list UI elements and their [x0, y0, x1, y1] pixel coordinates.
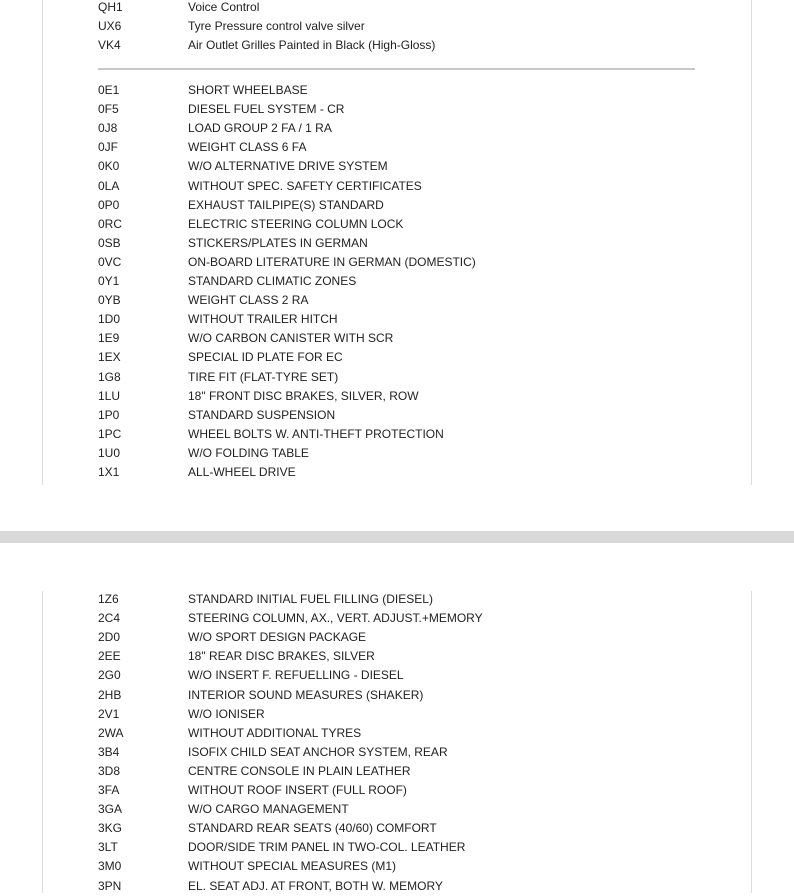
option-description: STICKERS/PLATES IN GERMAN — [188, 235, 368, 250]
option-code: 2D0 — [98, 630, 121, 645]
page-left-border — [42, 591, 43, 893]
option-description: W/O ALTERNATIVE DRIVE SYSTEM — [188, 159, 388, 174]
option-code: 1U0 — [98, 445, 121, 460]
page-gap — [0, 531, 794, 543]
option-description: DIESEL FUEL SYSTEM - CR — [188, 102, 345, 117]
option-code: 3PN — [98, 878, 122, 893]
option-code: 2C4 — [98, 611, 121, 626]
option-code: 1E9 — [98, 331, 120, 346]
option-description: EL. SEAT ADJ. AT FRONT, BOTH W. MEMORY — [188, 878, 443, 893]
option-description: W/O SPORT DESIGN PACKAGE — [188, 630, 367, 645]
option-description: STANDARD REAR SEATS (40/60) COMFORT — [188, 821, 437, 836]
option-description: SPECIAL ID PLATE FOR EC — [188, 350, 343, 365]
option-code: 0E1 — [98, 83, 120, 97]
option-code: 3FA — [98, 783, 120, 797]
option-description: WITHOUT TRAILER HITCH — [188, 312, 338, 327]
page-right-border — [751, 591, 752, 893]
option-code: 3D8 — [98, 763, 121, 778]
option-description: Voice Control — [188, 0, 260, 14]
option-description: W/O FOLDING TABLE — [188, 445, 309, 460]
option-code: 2WA — [98, 725, 124, 740]
option-description: W/O IONISER — [188, 706, 265, 721]
option-description: ISOFIX CHILD SEAT ANCHOR SYSTEM, REAR — [188, 744, 448, 759]
option-description: W/O CARBON CANISTER WITH SCR — [188, 331, 394, 346]
option-code: 2G0 — [98, 668, 121, 683]
page-right-border — [751, 0, 752, 485]
option-description: WEIGHT CLASS 2 RA — [188, 293, 309, 308]
option-code: 1Z6 — [98, 592, 119, 606]
option-description: STANDARD SUSPENSION — [188, 407, 336, 422]
option-code: 1EX — [98, 350, 121, 365]
option-description: STANDARD INITIAL FUEL FILLING (DIESEL) — [188, 592, 433, 606]
option-code: 2HB — [98, 687, 122, 702]
option-description: TIRE FIT (FLAT-TYRE SET) — [188, 369, 339, 384]
option-description: SHORT WHEELBASE — [188, 83, 308, 97]
option-code: 3KG — [98, 821, 123, 836]
option-code: 0VC — [98, 254, 122, 269]
option-code: 1G8 — [98, 369, 121, 384]
option-description: W/O INSERT F. REFUELLING - DIESEL — [188, 668, 404, 683]
option-description: 18" FRONT DISC BRAKES, SILVER, ROW — [188, 388, 419, 403]
option-code: 2EE — [98, 649, 121, 664]
option-description: Tyre Pressure control valve silver — [188, 19, 365, 34]
option-code: 0YB — [98, 293, 121, 308]
option-description: STEERING COLUMN, AX., VERT. ADJUST.+MEMORY — [188, 611, 483, 626]
option-code: UX6 — [98, 19, 122, 34]
option-description: INTERIOR SOUND MEASURES (SHAKER) — [188, 687, 424, 702]
option-description: STANDARD CLIMATIC ZONES — [188, 274, 357, 288]
option-code: 0K0 — [98, 159, 120, 174]
option-code: 0JF — [98, 140, 119, 155]
document-page-2 — [0, 543, 794, 893]
option-code: 1PC — [98, 426, 122, 441]
option-code: 2V1 — [98, 706, 120, 721]
option-description: WEIGHT CLASS 6 FA — [188, 140, 307, 155]
option-description: EXHAUST TAILPIPE(S) STANDARD — [188, 197, 384, 212]
option-code: 0RC — [98, 216, 123, 231]
option-description: ALL-WHEEL DRIVE — [188, 465, 296, 479]
option-description: DOOR/SIDE TRIM PANEL IN TWO-COL. LEATHER — [188, 840, 466, 855]
option-code: 0P0 — [98, 197, 120, 212]
option-code: 1P0 — [98, 407, 120, 422]
option-description: WITHOUT ROOF INSERT (FULL ROOF) — [188, 783, 407, 797]
option-description: WITHOUT SPEC. SAFETY CERTIFICATES — [188, 178, 422, 193]
option-code: 0Y1 — [98, 274, 120, 288]
option-description: WHEEL BOLTS W. ANTI-THEFT PROTECTION — [188, 426, 444, 441]
option-code: 0SB — [98, 235, 121, 250]
section-divider — [98, 68, 695, 70]
option-code: 1D0 — [98, 312, 121, 327]
option-code: 3B4 — [98, 744, 120, 759]
option-code: 3LT — [98, 840, 118, 855]
option-code: 3GA — [98, 802, 123, 817]
option-code: QH1 — [98, 0, 123, 14]
option-description: W/O CARGO MANAGEMENT — [188, 802, 349, 817]
option-code: 1LU — [98, 388, 121, 403]
option-code: 0J8 — [98, 121, 118, 136]
option-description: WITHOUT ADDITIONAL TYRES — [188, 725, 362, 740]
option-description: CENTRE CONSOLE IN PLAIN LEATHER — [188, 763, 411, 778]
option-code: 1X1 — [98, 465, 120, 479]
option-description: Air Outlet Grilles Painted in Black (High-Gloss) — [188, 38, 436, 53]
option-description: ELECTRIC STEERING COLUMN LOCK — [188, 216, 404, 231]
option-code: 0F5 — [98, 102, 119, 117]
option-code: 3M0 — [98, 859, 122, 874]
page-left-border — [42, 0, 43, 485]
option-description: LOAD GROUP 2 FA / 1 RA — [188, 121, 332, 136]
option-code: 0LA — [98, 178, 120, 193]
option-code: VK4 — [98, 38, 121, 53]
option-description: 18" REAR DISC BRAKES, SILVER — [188, 649, 375, 664]
option-description: ON-BOARD LITERATURE IN GERMAN (DOMESTIC) — [188, 254, 476, 269]
option-description: WITHOUT SPECIAL MEASURES (M1) — [188, 859, 397, 874]
